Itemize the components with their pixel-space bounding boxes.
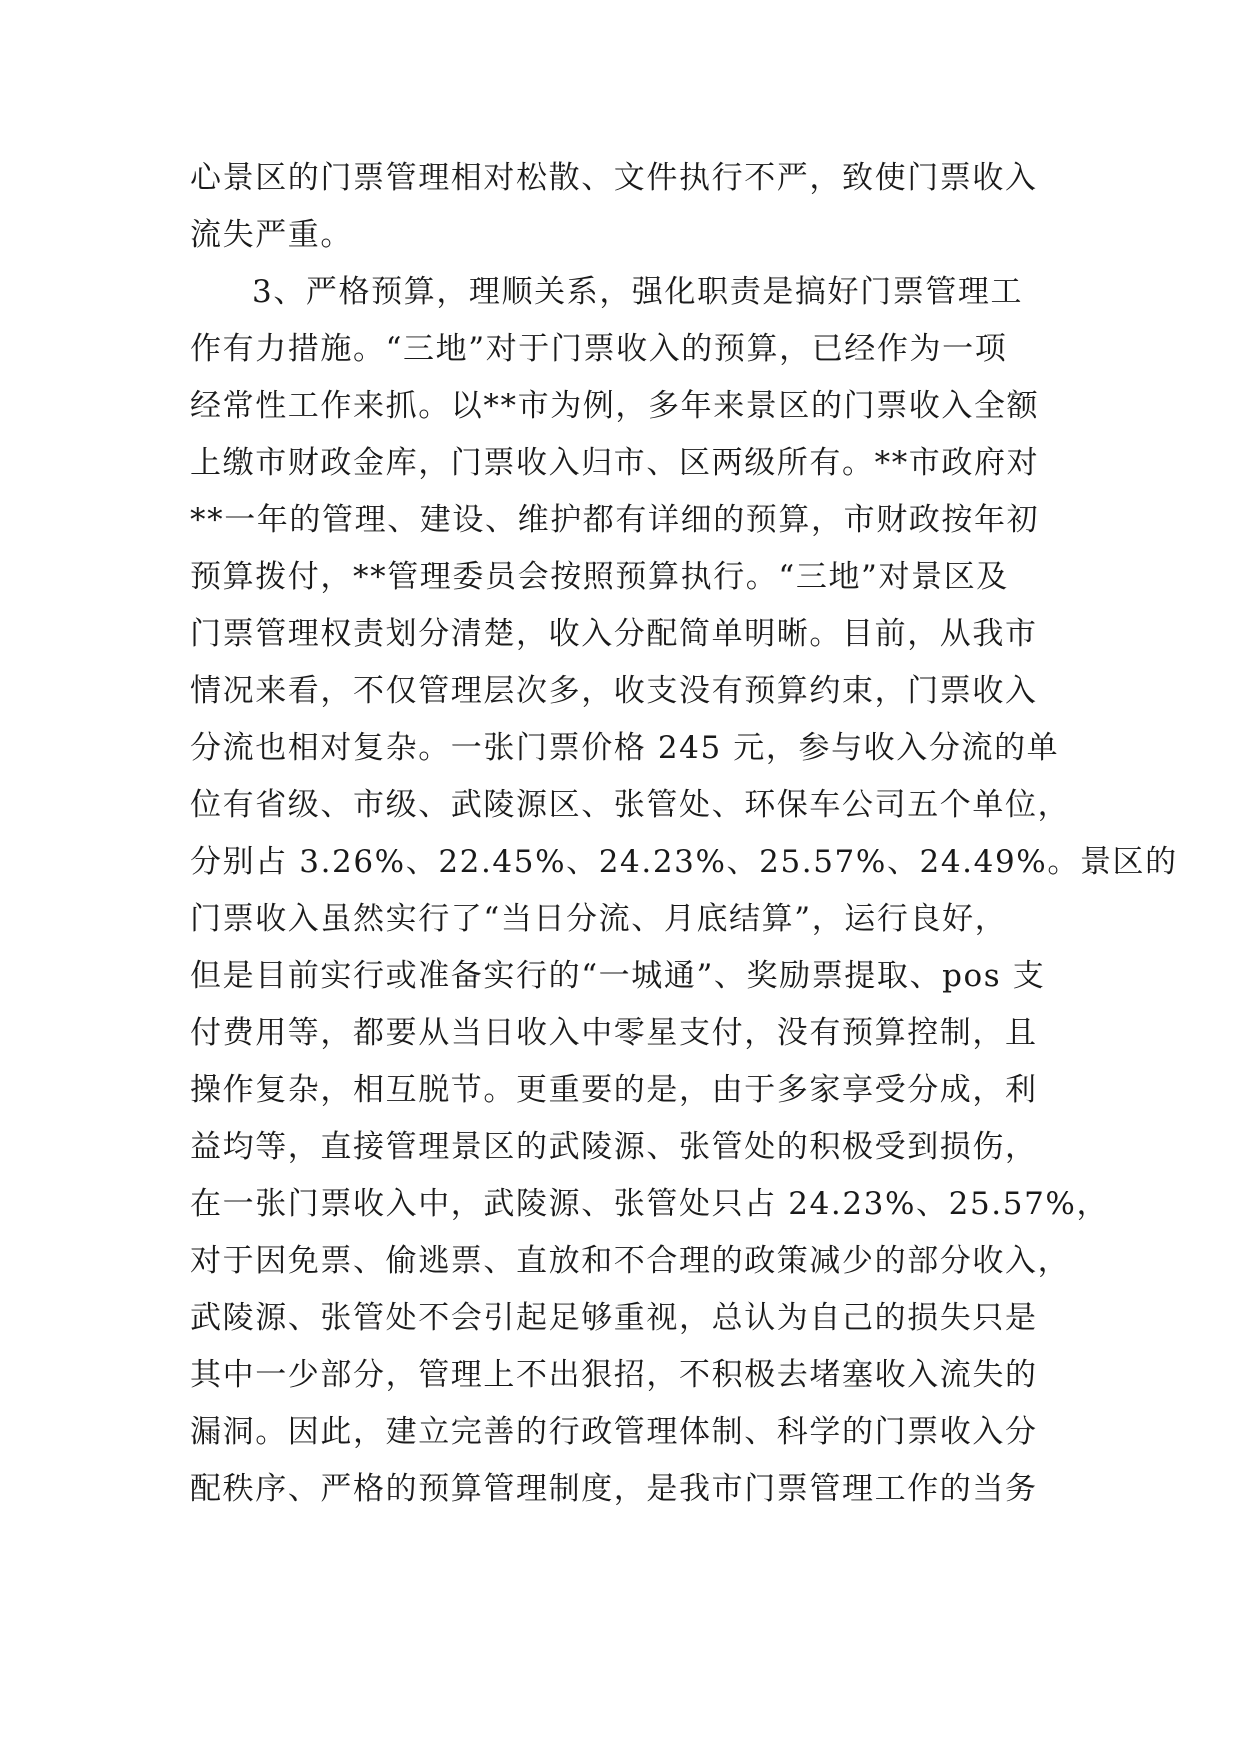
text-line: 武陵源、张管处不会引起足够重视，总认为自己的损失只是 xyxy=(190,1300,1038,1336)
text-line: 作有力措施。“三地”对于门票收入的预算，已经作为一项 xyxy=(190,331,1008,367)
text-line: 心景区的门票管理相对松散、文件执行不严，致使门票收入 xyxy=(190,160,1038,196)
text-line: 门票管理权责划分清楚，收入分配简单明晰。目前，从我市 xyxy=(190,616,1038,652)
text-line: 漏洞。因此，建立完善的行政管理体制、科学的门票收入分 xyxy=(190,1414,1038,1450)
text-line: 对于因免票、偷逃票、直放和不合理的政策减少的部分收入， xyxy=(190,1243,1071,1279)
text-line: **一年的管理、建设、维护都有详细的预算，市财政按年初 xyxy=(190,502,1040,538)
text-line: 配秩序、严格的预算管理制度，是我市门票管理工作的当务 xyxy=(190,1471,1038,1507)
text-line: 位有省级、市级、武陵源区、张管处、环保车公司五个单位， xyxy=(190,787,1071,823)
paragraph-first-line: 3、严格预算，理顺关系，强化职责是搞好门票管理工 xyxy=(252,274,1024,310)
body-text xyxy=(190,150,1178,1518)
text-line: 分流也相对复杂。一张门票价格 245 元，参与收入分流的单 xyxy=(190,730,1060,766)
text-line: 门票收入虽然实行了“当日分流、月底结算”，运行良好， xyxy=(190,901,1008,937)
text-line: 但是目前实行或准备实行的“一城通”、奖励票提取、pos 支 xyxy=(190,958,1046,994)
text-line: 其中一少部分，管理上不出狠招，不积极去堵塞收入流失的 xyxy=(190,1357,1038,1393)
text-line: 在一张门票收入中，武陵源、张管处只占 24.23%、25.57%， xyxy=(190,1186,1110,1222)
text-line: 操作复杂，相互脱节。更重要的是，由于多家享受分成，利 xyxy=(190,1072,1038,1108)
text-line: 流失严重。 xyxy=(190,217,353,253)
text-line: 益均等，直接管理景区的武陵源、张管处的积极受到损伤， xyxy=(190,1129,1038,1165)
text-line: 预算拨付，**管理委员会按照预算执行。“三地”对景区及 xyxy=(190,559,1009,595)
text-line: 分别占 3.26%、22.45%、24.23%、25.57%、24.49%。景区的 xyxy=(190,844,1178,880)
text-line: 上缴市财政金库，门票收入归市、区两级所有。**市政府对 xyxy=(190,445,1040,481)
text-line: 情况来看，不仅管理层次多，收支没有预算约束，门票收入 xyxy=(190,673,1038,709)
text-line: 经常性工作来抓。以**市为例，多年来景区的门票收入全额 xyxy=(190,388,1040,424)
text-line: 付费用等，都要从当日收入中零星支付，没有预算控制，且 xyxy=(190,1015,1038,1051)
